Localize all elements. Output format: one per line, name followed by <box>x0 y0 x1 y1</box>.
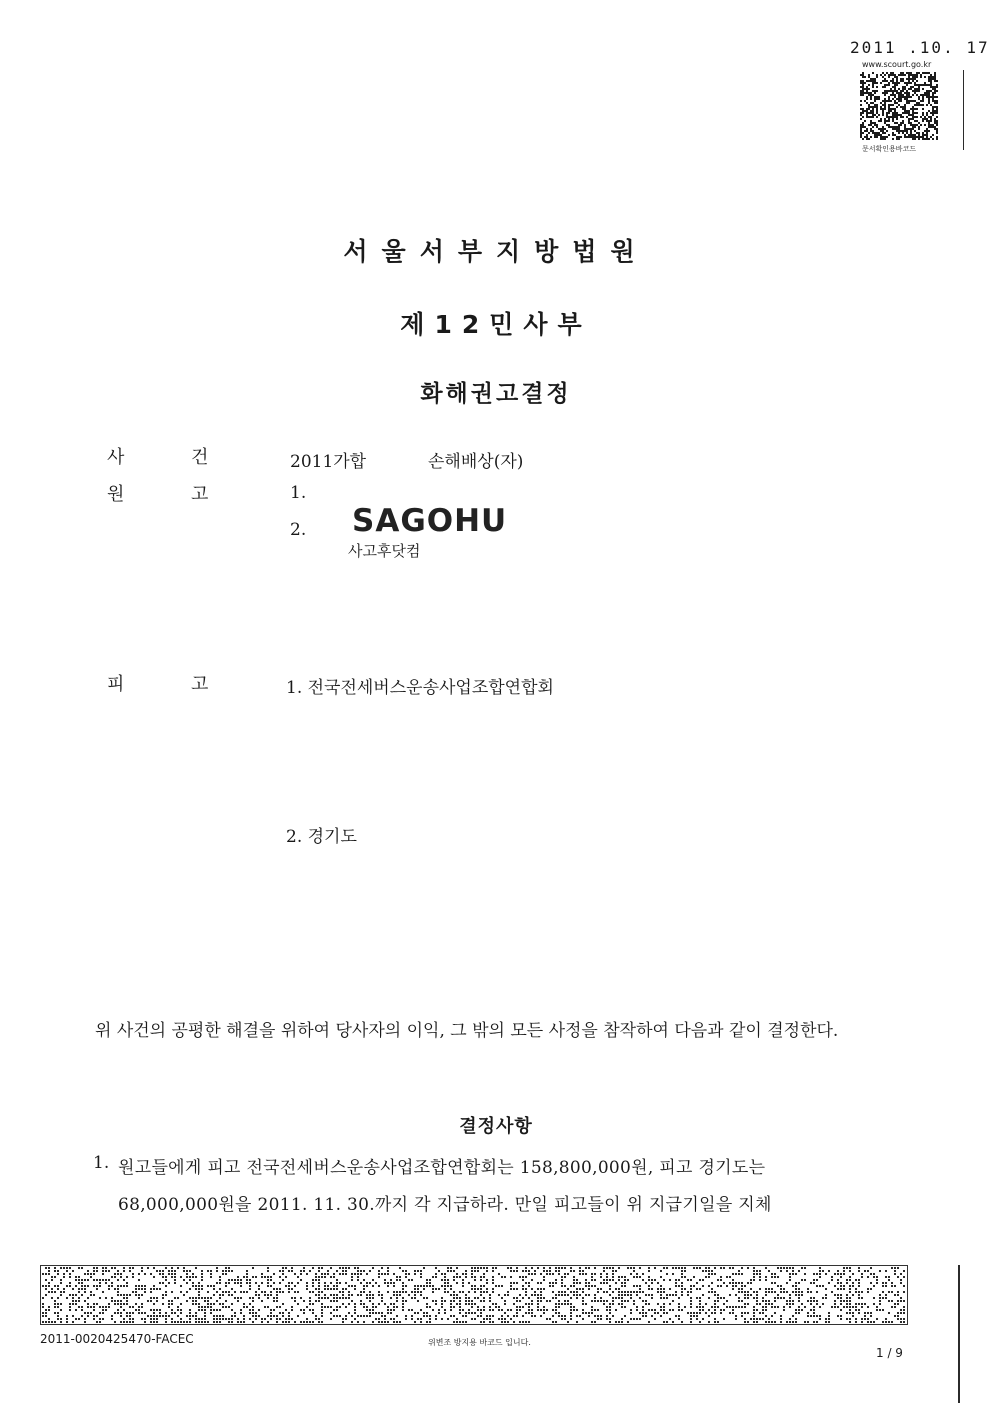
case-label-a: 사 <box>107 447 125 468</box>
court-url: www.scourt.go.kr <box>862 60 932 69</box>
sagohu-logo: SAGOHU <box>352 503 508 539</box>
decision-item-number: 1. <box>93 1153 110 1173</box>
division-name: 제12민사부 <box>400 310 592 339</box>
barcode-caption: 위변조 방지용 바코드 입니다. <box>428 1338 531 1347</box>
date-stamp: 2011 .10. 17 <box>850 38 990 57</box>
intro-paragraph: 위 사건의 공평한 해결을 위하여 당사자의 이익, 그 밖의 모든 사정을 참작하여 다음과 같이 결정한다. <box>95 1021 839 1041</box>
document-title: 화해권고결정 <box>420 381 572 407</box>
decision-item-line-2: 68,000,000원을 2011. 11. 30.까지 각 지급하라. 만일 피고들이 위 지급기일을 지체 <box>118 1195 772 1215</box>
case-label-b: 건 <box>191 447 209 468</box>
defendant-label-a: 피 <box>107 674 125 695</box>
case-name: 손해배상(자) <box>428 452 524 472</box>
section-heading: 결정사항 <box>459 1116 533 1137</box>
plaintiff-item-1: 1. <box>290 483 307 503</box>
defendant-item-1: 1. 전국전세버스운송사업조합연합회 <box>286 678 554 698</box>
defendant-item-2: 2. 경기도 <box>286 827 357 847</box>
document-code: 2011-0020425470-FACEC <box>40 1332 194 1346</box>
decision-item-line-1: 원고들에게 피고 전국전세버스운송사업조합연합회는 158,800,000원, 피고 경기도는 <box>118 1158 766 1178</box>
case-number: 2011가합 <box>290 452 367 472</box>
plaintiff-label-b: 고 <box>191 484 209 505</box>
anti-forgery-barcode <box>40 1265 908 1325</box>
page-number: 1 / 9 <box>876 1346 903 1360</box>
defendant-label-b: 고 <box>191 674 209 695</box>
qr-code <box>860 72 938 140</box>
plaintiff-label-a: 원 <box>107 484 125 505</box>
scan-edge-line <box>958 1265 960 1403</box>
qr-caption: 문서확인용바코드 <box>862 145 917 153</box>
court-name: 서울서부지방법원 <box>343 237 649 266</box>
plaintiff-item-2: 2. <box>290 520 307 540</box>
scan-edge-line <box>963 70 964 150</box>
sagohu-logo-subtitle: 사고후닷컴 <box>348 542 421 560</box>
